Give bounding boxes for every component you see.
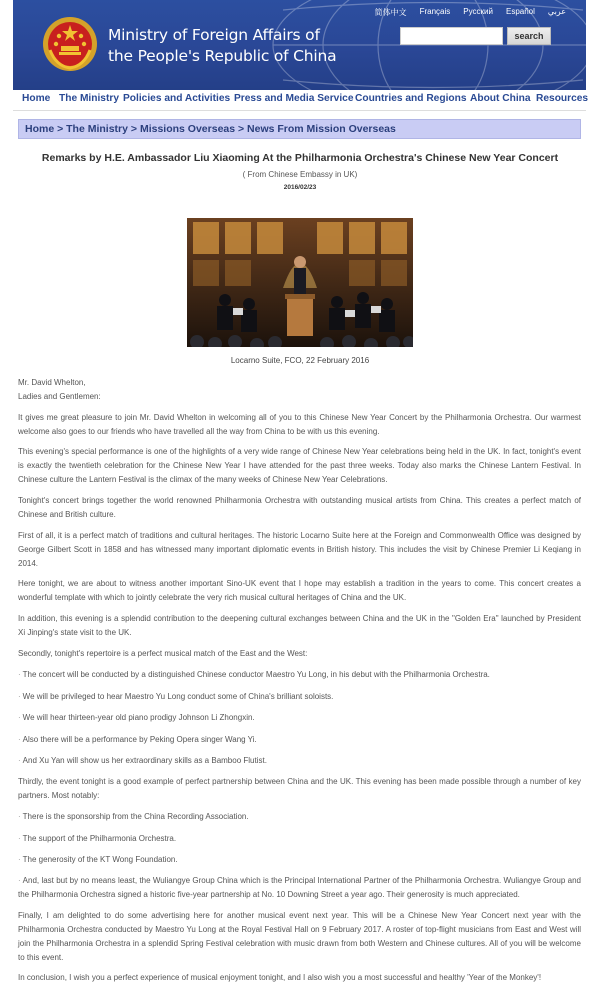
bullet-icon: · bbox=[18, 855, 21, 864]
list-item-text: The concert will be conducted by a distinguished Chinese conductor Maestro Yu Long, in his debut with the Philharmonia Orchestra. bbox=[22, 670, 490, 679]
list-item bbox=[18, 711, 581, 725]
main-nav bbox=[22, 93, 600, 108]
paragraph: In conclusion, I wish you a perfect experience of musical enjoyment tonight, and I also wish you a most successful and healthy 'Year of the Monkey'! bbox=[18, 973, 542, 982]
nav-item-press[interactable]: Press and Media Service bbox=[234, 93, 354, 104]
paragraph: In addition, this evening is a splendid contribution to the deepening cultural exchanges between China and the UK in the "Golden Era" launched by President Xi Jinping's state visit to the UK. bbox=[18, 614, 581, 637]
list-item bbox=[18, 690, 581, 704]
national-emblem-icon[interactable] bbox=[42, 16, 98, 72]
list-item-text: There is the sponsorship from the China Recording Association. bbox=[22, 812, 249, 821]
search-button[interactable]: search bbox=[507, 27, 551, 45]
header-banner bbox=[13, 0, 586, 90]
article-source: ( From Chinese Embassy in UK) bbox=[242, 170, 358, 179]
bullet-icon: · bbox=[18, 756, 21, 765]
nav-item-policies[interactable]: Policies and Activities bbox=[123, 93, 231, 104]
list-item bbox=[18, 668, 581, 682]
paragraph: First of all, it is a perfect match of traditions and cultural heritages. The historic Locarno Suite here at the Foreign and Commonwealth Office was designed by George Gilbert Scott in 1858 and has witnessed many important diplomatic events in British history. This includes the visit by Chinese Premier Li Keqiang in 2014. bbox=[18, 531, 581, 568]
paragraph: Here tonight, we are about to witness another important Sino-UK event that I hope may establish a tradition in the years to come. This concert creates a wonderful template with which to jointly celebrate the very rich musical cultural heritages of China and the UK. bbox=[18, 579, 581, 602]
list-item-text: We will be privileged to hear Maestro Yu Long conduct some of China's brilliant soloists. bbox=[22, 692, 334, 701]
bullet-icon: · bbox=[18, 876, 21, 885]
nav-item-countries[interactable]: Countries and Regions bbox=[355, 93, 467, 104]
list-item-text: And Xu Yan will show us her extraordinary skills as a Bamboo Flutist. bbox=[22, 756, 267, 765]
language-switcher bbox=[375, 7, 566, 18]
lang-spanish-link[interactable]: Español bbox=[505, 7, 535, 16]
list-item bbox=[18, 874, 581, 902]
nav-item-the-ministry[interactable]: The Ministry bbox=[59, 93, 120, 104]
ministry-title-line1: Ministry of Foreign Affairs of bbox=[108, 26, 320, 44]
ministry-title[interactable] bbox=[108, 25, 336, 67]
bullet-icon: · bbox=[18, 670, 21, 679]
lang-russian-link[interactable]: Русский bbox=[463, 7, 493, 16]
list-item-text: The support of the Philharmonia Orchestra. bbox=[22, 834, 177, 843]
article-title: Remarks by H.E. Ambassador Liu Xiaoming At the Philharmonia Orchestra's Chinese New Year Concert bbox=[41, 152, 559, 164]
photo-caption: Locarno Suite, FCO, 22 February 2016 bbox=[230, 356, 370, 365]
paragraph: Thirdly, the event tonight is a good example of perfect partnership between China and the UK. This evening has been made possible through a number of key partners. Most notably: bbox=[18, 777, 581, 800]
concert-photo bbox=[187, 218, 413, 347]
search-input[interactable] bbox=[400, 27, 503, 45]
salutation bbox=[18, 376, 581, 404]
list-item-text: We will hear thirteen-year old piano prodigy Johnson Li Zhongxin. bbox=[22, 713, 255, 722]
bullet-icon: · bbox=[18, 834, 21, 843]
paragraph: Tonight's concert brings together the world renowned Philharmonia Orchestra with outstanding musical artists from China. This creates a perfect match of Chinese and British culture. bbox=[18, 496, 581, 519]
bullet-icon: · bbox=[18, 713, 21, 722]
list-item bbox=[18, 832, 581, 846]
ministry-title-line2: the People's Republic of China bbox=[108, 47, 337, 65]
list-item bbox=[18, 810, 581, 824]
list-item bbox=[18, 853, 581, 867]
lang-arabic-link[interactable]: عربي bbox=[547, 7, 566, 16]
bullet-icon: · bbox=[18, 812, 21, 821]
paragraph: Secondly, tonight's repertoire is a perfect musical match of the East and the West: bbox=[18, 649, 308, 658]
article-date: 2016/02/23 bbox=[283, 184, 317, 191]
paragraph: Finally, I am delighted to do some advertising here for another musical event next year. This will be a Chinese New Year Concert next year with the Philharmonia Orchestra conducted by Maestro Yu Long at the Royal Festival Hall on 9 February 2017. A roster of top-flight musicians from East and West will join the Philharmonia Orchestra in a splendid Spring Festival celebration with music drawn from both Western and Chinese cultures. All of you will be welcome to this event. bbox=[18, 911, 581, 962]
list-item-text: The generosity of the KT Wong Foundation. bbox=[22, 855, 178, 864]
nav-item-home[interactable]: Home bbox=[22, 93, 51, 104]
breadcrumb[interactable]: Home > The Ministry > Missions Overseas > News From Mission Overseas bbox=[18, 119, 581, 139]
lang-french-link[interactable]: Français bbox=[419, 7, 451, 16]
salutation-line2: Ladies and Gentlemen: bbox=[18, 392, 101, 401]
nav-divider bbox=[13, 110, 586, 111]
bullet-icon: · bbox=[18, 692, 21, 701]
list-item-text: Also there will be a performance by Peking Opera singer Wang Yi. bbox=[22, 735, 257, 744]
salutation-line1: Mr. David Whelton, bbox=[18, 378, 86, 387]
lang-chinese-link[interactable]: 简体中文 bbox=[374, 8, 407, 17]
paragraph: It gives me great pleasure to join Mr. David Whelton in welcoming all of you to this Chinese New Year Concert by the Philharmonia Orchestra. Our warmest welcome also goes to our friends who have travelled all the way from China to be with us this evening. bbox=[18, 413, 581, 436]
bullet-icon: · bbox=[18, 735, 21, 744]
list-item bbox=[18, 733, 581, 747]
nav-item-resources[interactable]: Resources bbox=[536, 93, 589, 104]
paragraph: This evening's special performance is one of the highlights of a very wide range of Chinese New Year celebrations being held in the UK. In fact, tonight's event is exactly the twentieth celebration for the Chinese New Year I have attended for the past three weeks. Today also marks the Chinese Lantern Festival. In Chinese culture the Lantern Festival is the climax of the many weeks of Chinese New Year Celebrations. bbox=[18, 447, 581, 484]
list-item bbox=[18, 754, 581, 768]
nav-item-about-china[interactable]: About China bbox=[470, 93, 531, 104]
list-item-text: And, last but by no means least, the Wuliangye Group China which is the Principal International Partner of the Philharmonia Orchestra. Wuliangye Group and the Philharmonia Orchestra signed a historic five-year partnership at No. 10 Downing Street a year ago. Their generosity is much appreciated. bbox=[18, 876, 581, 899]
